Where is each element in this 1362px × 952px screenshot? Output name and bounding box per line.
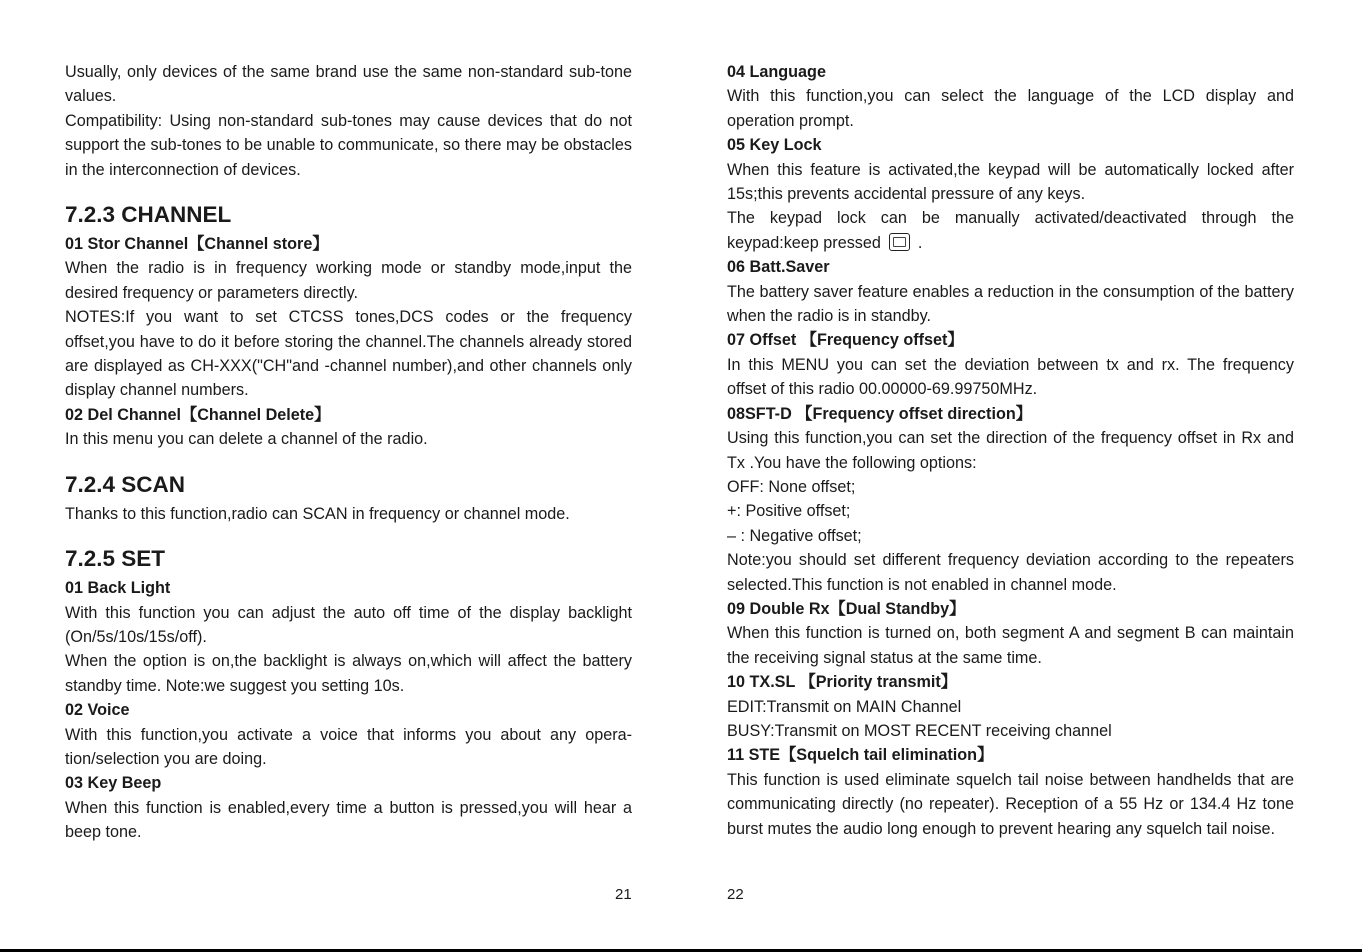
sft-d-paragraph: Using this function,you can set the direction of the frequency offset in Rx and Tx .You have the following options: (727, 429, 1294, 472)
language-paragraph: With this function,you can select the language of the LCD display and operation prompt. (727, 87, 1294, 130)
double-rx-paragraph: When this function is turned on, both segment A and segment B can maintain the receiving signal status at the same time. (727, 624, 1294, 667)
intro-paragraph-1: Usually, only devices of the same brand use the same non-standard sub-tone values. (65, 63, 632, 106)
voice-paragraph: With this function,you activate a voice that informs you about any opera-tion/selection you are doing. (65, 725, 632, 768)
key-lock-paragraph-2 (727, 206, 1294, 255)
section-title-scan: 7.2.4 SCAN (65, 471, 186, 497)
sft-d-note: Note:you should set different frequency deviation according to the repeaters selected.This function is not enabled in channel mode. (727, 551, 1294, 594)
key-lock-period: . (917, 233, 923, 252)
offset-paragraph: In this MENU you can set the deviation between tx and rx. The frequency offset of this radio 00.00000-69.99750MHz. (727, 355, 1294, 399)
tx-sl-option-busy: BUSY:Transmit on MOST RECENT receiving channel (727, 721, 1112, 740)
section-title-channel: 7.2.3 CHANNEL (65, 202, 232, 228)
item-head-voice: 02 Voice (65, 701, 130, 720)
item-head-key-beep: 03 Key Beep (65, 774, 162, 793)
item-head-sft-d: 08SFT-D 【Frequency offset direction】 (727, 404, 1032, 423)
item-head-offset: 07 Offset 【Frequency offset】 (727, 331, 964, 350)
item-head-batt-saver: 06 Batt.Saver (727, 258, 830, 277)
page-number-right: 22 (727, 886, 744, 903)
item-head-language: 04 Language (727, 63, 826, 81)
left-page (65, 60, 632, 845)
item-head-stor-channel: 01 Stor Channel【Channel store】 (65, 235, 329, 254)
item-head-double-rx: 09 Double Rx【Dual Standby】 (727, 599, 966, 618)
stor-channel-paragraph-2: NOTES:If you want to set CTCSS tones,DCS codes or the frequency offset,you have to do it before storing the channel.The channels already stored are displayed as CH-XXX("CH"and -channel number),and other channels only display channel numbers. (65, 308, 632, 400)
ste-paragraph: This function is used eliminate squelch tail noise between handhelds that are communicating directly (no repeater). Reception of a 55 Hz or 134.4 Hz tone burst mutes the audio long enough to prevent hearing any squelch tail noise. (727, 770, 1294, 838)
key-lock-text: The keypad lock can be manually activated/deactivated through the keypad:keep pressed (727, 209, 1294, 252)
section-title-set: 7.2.5 SET (65, 546, 166, 572)
key-lock-paragraph-1: When this feature is activated,the keypad will be automatically locked after 15s;this prevents accidental pressure of any keys. (727, 160, 1294, 204)
key-beep-paragraph: When this function is enabled,every time a button is pressed,you will hear a beep tone. (65, 798, 632, 842)
item-head-del-channel: 02 Del Channel【Channel Delete】 (65, 405, 331, 424)
scan-paragraph: Thanks to this function,radio can SCAN in frequency or channel mode. (65, 504, 570, 523)
sft-d-option-off: OFF: None offset; (727, 477, 856, 496)
batt-saver-paragraph: The battery saver feature enables a reduction in the consumption of the battery when the radio is in standby. (727, 282, 1294, 326)
del-channel-paragraph: In this menu you can delete a channel of the radio. (65, 430, 428, 449)
back-light-paragraph-1: With this function you can adjust the auto off time of the display backlight (On/5s/10s/15s/off). (65, 603, 632, 646)
page-number-left: 21 (615, 886, 632, 903)
sft-d-option-negative: – : Negative offset; (727, 526, 862, 545)
intro-paragraph-2: Compatibility: Using non-standard sub-tones may cause devices that do not support the sub-tones to be unable to communicate, so there may be obstacles in the interconnection of devices. (65, 111, 632, 179)
item-head-tx-sl: 10 TX.SL 【Priority transmit】 (727, 673, 957, 692)
item-head-key-lock: 05 Key Lock (727, 136, 822, 155)
back-light-paragraph-2: When the option is on,the backlight is always on,which will affect the battery standby time. Note:we suggest you setting 10s. (65, 652, 632, 695)
hash-lock-key-icon (889, 233, 910, 251)
right-page (727, 60, 1294, 841)
tx-sl-option-edit: EDIT:Transmit on MAIN Channel (727, 697, 962, 716)
item-head-ste: 11 STE【Squelch tail elimination】 (727, 746, 994, 765)
sft-d-option-positive: +: Positive offset; (727, 502, 851, 521)
item-head-back-light: 01 Back Light (65, 579, 171, 598)
stor-channel-paragraph-1: When the radio is in frequency working mode or standby mode,input the desired frequency or parameters directly. (65, 259, 632, 302)
